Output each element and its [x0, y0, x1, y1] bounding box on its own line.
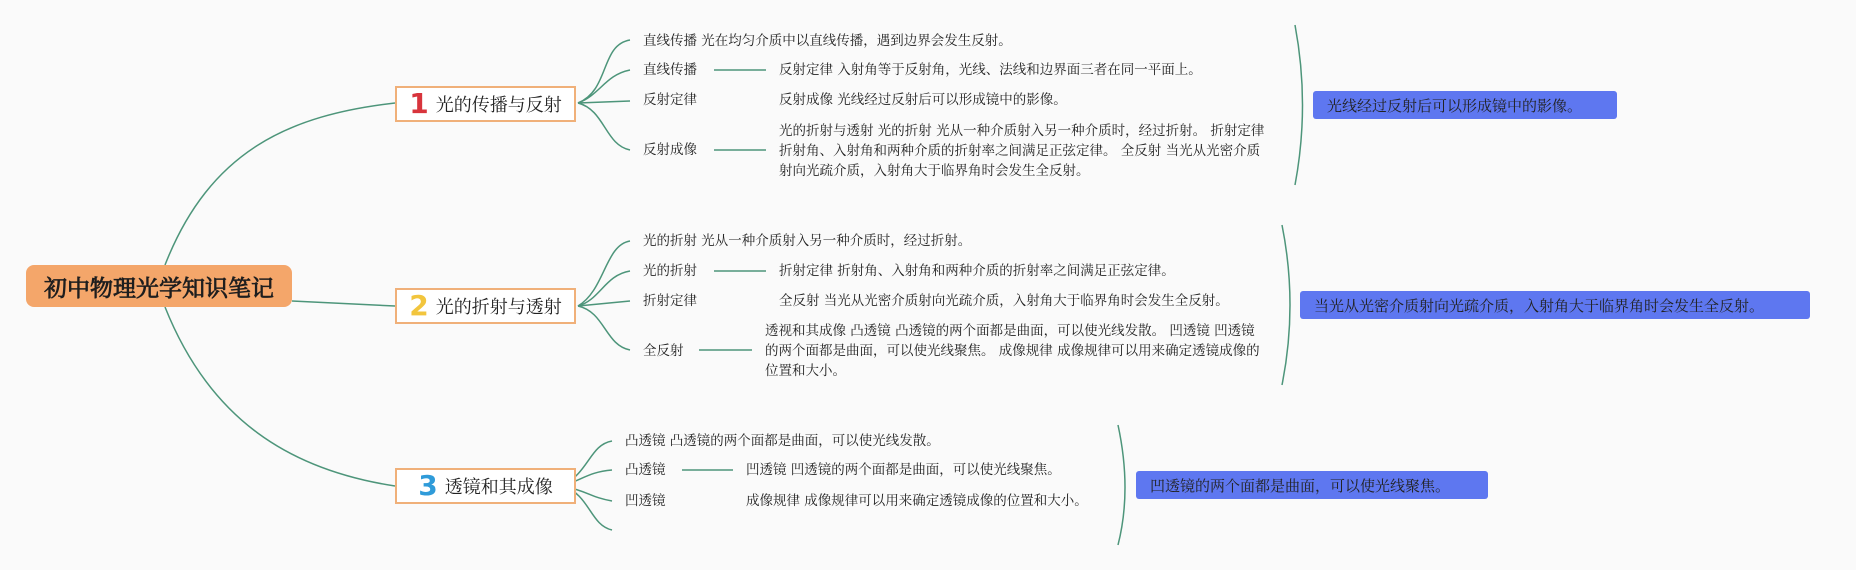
branch-2-detail-1: 折射定律 折射角、入射角和两种介质的折射率之间满足正弦定律。: [779, 263, 1175, 279]
branch-2-item-3: 全反射: [643, 343, 684, 359]
branch-2-item-2: 折射定律: [643, 293, 697, 309]
branch-title-1: 光的传播与反射: [435, 95, 562, 116]
branch-2-summary: 光的折射 光从一种介质射入另一种介质时，经过折射。: [643, 233, 972, 249]
branch-3-item-2: 凹透镜: [625, 493, 666, 509]
branch-node-1[interactable]: [395, 86, 576, 122]
branch-1-summary: 直线传播 光在均匀介质中以直线传播，遇到边界会发生反射。: [643, 33, 1012, 49]
branch-2-callout: 当光从光密介质射向光疏介质，入射角大于临界角时会发生全反射。: [1300, 291, 1810, 319]
branch-number-2: 2: [409, 289, 429, 322]
branch-title-3: 透镜和其成像: [444, 477, 553, 498]
branch-1-detail-1: 反射定律 入射角等于反射角，光线、法线和边界面三者在同一平面上。: [779, 62, 1202, 78]
branch-1-detail-3: 光的折射与透射 光的折射 光从一种介质射入另一种介质时，经过折射。 折射定律 折射角、入射角和两种介质的折射率之间满足正弦定律。 全反射 当光从光密介质射向光疏介质，入射角大于临界角时会发生全反射。: [779, 123, 1265, 179]
root-node[interactable]: [26, 265, 292, 307]
branch-2-item-1: 光的折射: [643, 263, 697, 279]
branch-2-detail-3: 透视和其成像 凸透镜 凸透镜的两个面都是曲面，可以使光线发散。 凹透镜 凹透镜的两个面都是曲面，可以使光线聚焦。 成像规律 成像规律可以用来确定透镜成像的位置和大小。: [765, 323, 1260, 379]
branch-1-item-2: 反射定律: [643, 92, 697, 108]
branch-3-callout: 凹透镜的两个面都是曲面，可以使光线聚焦。: [1136, 471, 1488, 499]
branch-node-3[interactable]: [395, 468, 576, 504]
branch-3-summary: 凸透镜 凸透镜的两个面都是曲面，可以使光线发散。: [625, 433, 940, 449]
branch-3-detail-2: 成像规律 成像规律可以用来确定透镜成像的位置和大小。: [746, 493, 1088, 509]
root-title: 初中物理光学知识笔记: [44, 275, 274, 302]
branch-1-item-1: 直线传播: [643, 62, 697, 78]
branch-title-2: 光的折射与透射: [435, 297, 562, 318]
branch-1-item-3: 反射成像: [643, 142, 697, 158]
branch-1-detail-2: 反射成像 光线经过反射后可以形成镜中的影像。: [779, 92, 1067, 108]
branch-number-1: 1: [409, 87, 429, 120]
branch-1-callout: 光线经过反射后可以形成镜中的影像。: [1313, 91, 1617, 119]
branch-3-item-1: 凸透镜: [625, 462, 666, 478]
branch-3-detail-1: 凹透镜 凹透镜的两个面都是曲面，可以使光线聚焦。: [746, 462, 1061, 478]
branch-number-3: 3: [418, 469, 438, 502]
branch-node-2[interactable]: [395, 288, 576, 324]
branch-2-detail-2: 全反射 当光从光密介质射向光疏介质，入射角大于临界角时会发生全反射。: [779, 293, 1229, 309]
